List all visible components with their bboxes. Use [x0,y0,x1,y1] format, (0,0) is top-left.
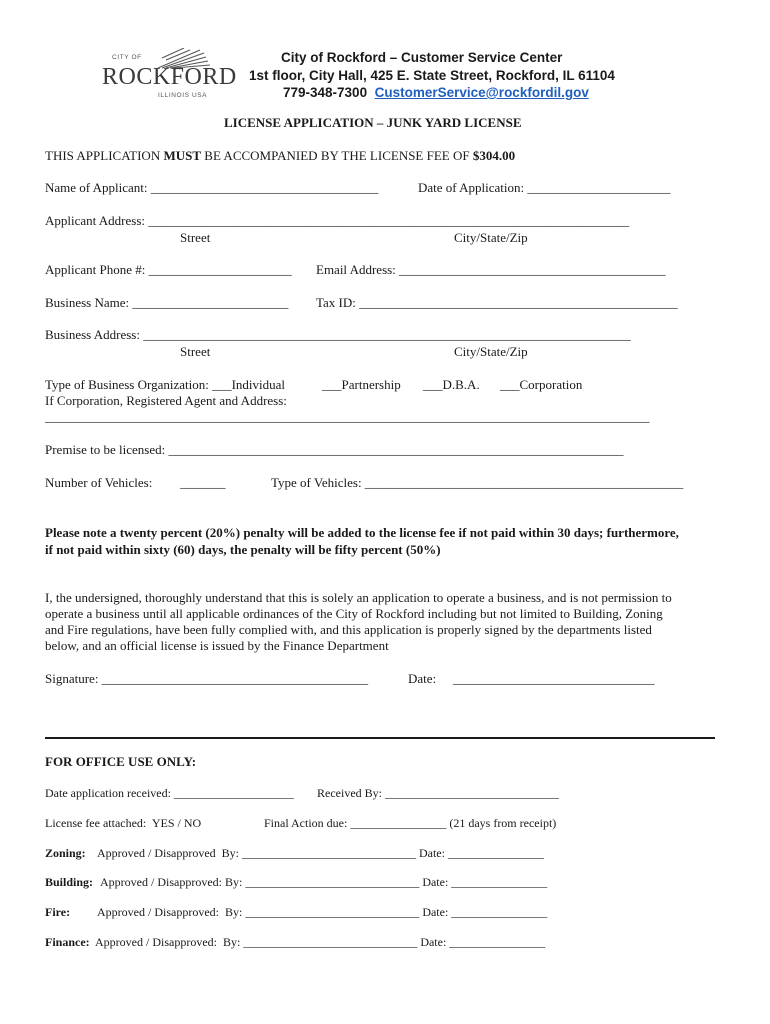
logo-top-text: CITY OF [112,54,142,61]
type-vehicles-field[interactable]: Type of Vehicles: _________________________________________________ [271,475,684,490]
date-received-field[interactable]: Date application received: ____________________ [45,786,294,800]
applicant-phone-field[interactable]: Applicant Phone #: ______________________ [45,262,292,277]
office-use-heading: FOR OFFICE USE ONLY: [45,754,197,769]
header-line2: 1st floor, City Hall, 425 E. State Street, Rockford, IL 61104 [249,68,615,83]
signature-field[interactable]: Signature: _________________________________________ [45,671,369,686]
premise-field[interactable]: Premise to be licensed: ______________________________________________________________________ [45,442,624,457]
building-approval-field[interactable]: Approved / Disapproved: By: _____________________________ Date: ________________ [100,875,548,889]
zoning-label: Zoning: [45,846,86,860]
business-address-field[interactable]: Business Address: ___________________________________________________________________________ [45,327,631,342]
signature-date-label: Date: [408,671,437,686]
building-row [45,875,93,890]
header-contact [283,85,589,100]
final-action-field[interactable]: Final Action due: ________________ (21 days from receipt) [264,816,557,830]
statement-line: below, and an official license is issued by the Finance Department [45,638,389,653]
org-type-corporation[interactable]: ___Corporation [500,377,583,392]
fee-notice [45,148,515,164]
tax-id-field[interactable]: Tax ID: _________________________________________________ [316,295,678,310]
signature-date-field[interactable]: _______________________________ [453,671,655,686]
business-street-label: Street [180,344,211,359]
logo-main-text: ROCKFORD [102,64,237,90]
penalty-line1: Please note a twenty percent (20%) penalty will be added to the license fee if not paid within 30 days; furthermore, [45,525,679,540]
num-vehicles-label: Number of Vehicles: [45,475,153,490]
business-city-state-zip-label: City/State/Zip [454,344,528,359]
registered-agent-field[interactable]: _____________________________________________________________________________________________ [45,409,650,424]
fire-label: Fire: [45,905,71,919]
street-label: Street [180,230,211,245]
statement-line: operate a business until all applicable ordinances of the City of Rockford including but not limited to Building, Zoning [45,606,663,621]
email-address-field[interactable]: Email Address: _________________________________________ [316,262,666,277]
building-label: Building: [45,875,94,889]
finance-label: Finance: [45,935,90,949]
email-link[interactable]: CustomerService@rockfordil.gov [374,85,589,100]
city-logo [100,48,237,104]
statement-line: I, the undersigned, thoroughly understand that this is solely an application to operate a business, and is not permission to [45,590,672,605]
registered-agent-label: If Corporation, Registered Agent and Address: [45,393,287,408]
fire-approval-field[interactable]: Approved / Disapproved: By: _____________________________ Date: ________________ [97,905,548,919]
zoning-row [45,846,86,861]
office-divider [45,737,715,739]
fire-row [45,905,70,920]
zoning-approval-field[interactable]: Approved / Disapproved By: _____________________________ Date: ________________ [97,846,544,860]
fee-attached-field[interactable]: License fee attached: YES / NO [45,816,202,830]
city-state-zip-label: City/State/Zip [454,230,528,245]
finance-row [45,935,90,950]
num-vehicles-field[interactable]: _______ [180,475,226,490]
org-type-dba[interactable]: ___D.B.A. [423,377,480,392]
fee-notice-middle: BE ACCOMPANIED BY THE LICENSE FEE OF [201,148,473,163]
application-date-field[interactable]: Date of Application: ______________________ [418,180,671,195]
received-by-field[interactable]: Received By: _____________________________ [317,786,559,800]
logo-bottom-text: ILLINOIS USA [158,92,208,99]
header-phone: 779-348-7300 [283,85,368,100]
org-type-individual[interactable]: Type of Business Organization: ___Individual [45,377,286,392]
page-title: LICENSE APPLICATION – JUNK YARD LICENSE [224,115,522,130]
finance-approval-field[interactable]: Approved / Disapproved: By: _____________________________ Date: ________________ [95,935,546,949]
fee-notice-must: MUST [163,148,202,163]
applicant-address-field[interactable]: Applicant Address: __________________________________________________________________________ [45,213,630,228]
applicant-name-field[interactable]: Name of Applicant: ___________________________________ [45,180,379,195]
statement-line: and Fire regulations, have been fully complied with, and this application is properly signed by the departments listed [45,622,652,637]
business-name-field[interactable]: Business Name: ________________________ [45,295,289,310]
penalty-line2: if not paid within sixty (60) days, the penalty will be fifty percent (50%) [45,542,441,557]
fee-amount: $304.00 [472,148,516,163]
header-line1: City of Rockford – Customer Service Center [281,50,563,65]
org-type-partnership[interactable]: ___Partnership [322,377,401,392]
fee-notice-prefix: THIS APPLICATION [45,148,164,163]
